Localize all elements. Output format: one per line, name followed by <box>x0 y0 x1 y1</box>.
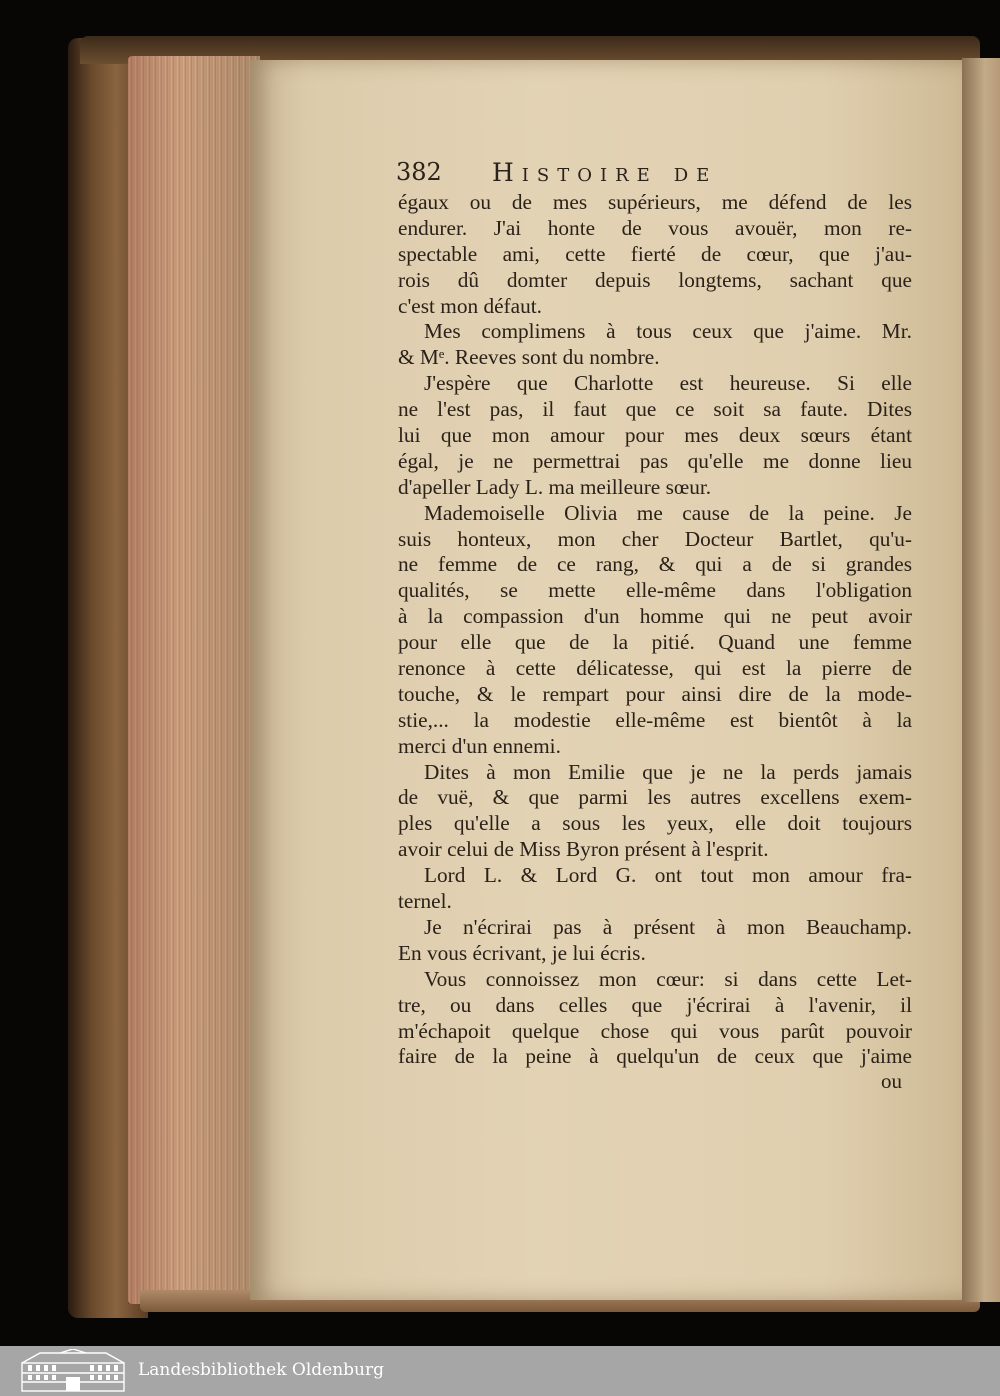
text-line: J'espère que Charlotte est heureuse. Si elle <box>424 371 912 396</box>
text-line: Je n'écrirai pas à présent à mon Beauchamp. <box>424 914 912 939</box>
page-number: 382 <box>396 158 442 186</box>
text-line: ternel. <box>398 889 452 914</box>
text-line: égal, je ne permettrai pas qu'elle me donne lieu <box>398 448 912 473</box>
text-line: qualités, se mette elle-même dans l'obligation <box>398 578 912 603</box>
text-line: renonce à cette délicatesse, qui est la pierre de <box>398 656 912 681</box>
running-title: Histoire de <box>492 158 718 187</box>
text-line: rois dû domter depuis longtems, sachant que <box>398 267 912 292</box>
text-line: & Mᵉ. Reeves sont du nombre. <box>398 345 660 370</box>
text-line: tre, ou dans celles que j'écrirai à l'avenir, il <box>398 992 912 1017</box>
text-line: lui que mon amour pour mes deux sœurs étant <box>398 423 912 448</box>
text-line: c'est mon défaut. <box>398 293 542 318</box>
text-line: avoir celui de Miss Byron présent à l'esprit. <box>398 837 769 862</box>
text-line: pour elle que de la pitié. Quand une femme <box>398 630 912 655</box>
text-line: Lord L. & Lord G. ont tout mon amour fra- <box>424 863 912 888</box>
text-line: suis honteux, mon cher Docteur Bartlet, qu'u- <box>398 526 912 551</box>
text-line: ples qu'elle a sous les yeux, elle doit toujours <box>398 811 912 836</box>
catchword: ou <box>881 1069 902 1093</box>
text-line: à la compassion d'un homme qui ne peut avoir <box>398 604 912 629</box>
page-edges-shadow <box>128 56 260 1304</box>
page-text <box>398 190 912 1070</box>
text-line: Mademoiselle Olivia me cause de la peine. Je <box>424 500 912 525</box>
facing-page-edge <box>962 58 1000 1302</box>
library-name: Landesbibliothek Oldenburg <box>138 1360 385 1380</box>
text-line: Mes complimens à tous ceux que j'aime. Mr. <box>424 319 912 344</box>
text-line: faire de la peine à quelqu'un de ceux que j'aime <box>398 1044 912 1069</box>
text-line: spectable ami, cette fierté de cœur, que j'au- <box>398 241 912 266</box>
text-line: endurer. J'ai honte de vous avouër, mon re- <box>398 215 912 240</box>
text-line: Vous connoissez mon cœur: si dans cette Let- <box>424 966 912 991</box>
text-line: de vuë, & que parmi les autres excellens exem- <box>398 785 912 810</box>
text-line: ne l'est pas, il faut que ce soit sa faute. Dites <box>398 397 912 422</box>
text-line: touche, & le rempart pour ainsi dire de la mode- <box>398 681 912 706</box>
text-line: merci d'un ennemi. <box>398 733 561 758</box>
text-line: stie,... la modestie elle-même est bientôt à la <box>398 707 912 732</box>
library-building-icon <box>20 1349 126 1393</box>
page-header <box>396 158 916 192</box>
text-line: Dites à mon Emilie que je ne la perds jamais <box>424 759 912 784</box>
text-line: En vous écrivant, je lui écris. <box>398 940 646 965</box>
text-line: m'échapoit quelque chose qui vous parût pouvoir <box>398 1018 912 1043</box>
footer-bar <box>0 1346 1000 1396</box>
text-line: d'apeller Lady L. ma meilleure sœur. <box>398 474 712 499</box>
text-line: ne femme de ce rang, & qui a de si grandes <box>398 552 912 577</box>
text-line: égaux ou de mes supérieurs, me défend de les <box>398 190 912 214</box>
